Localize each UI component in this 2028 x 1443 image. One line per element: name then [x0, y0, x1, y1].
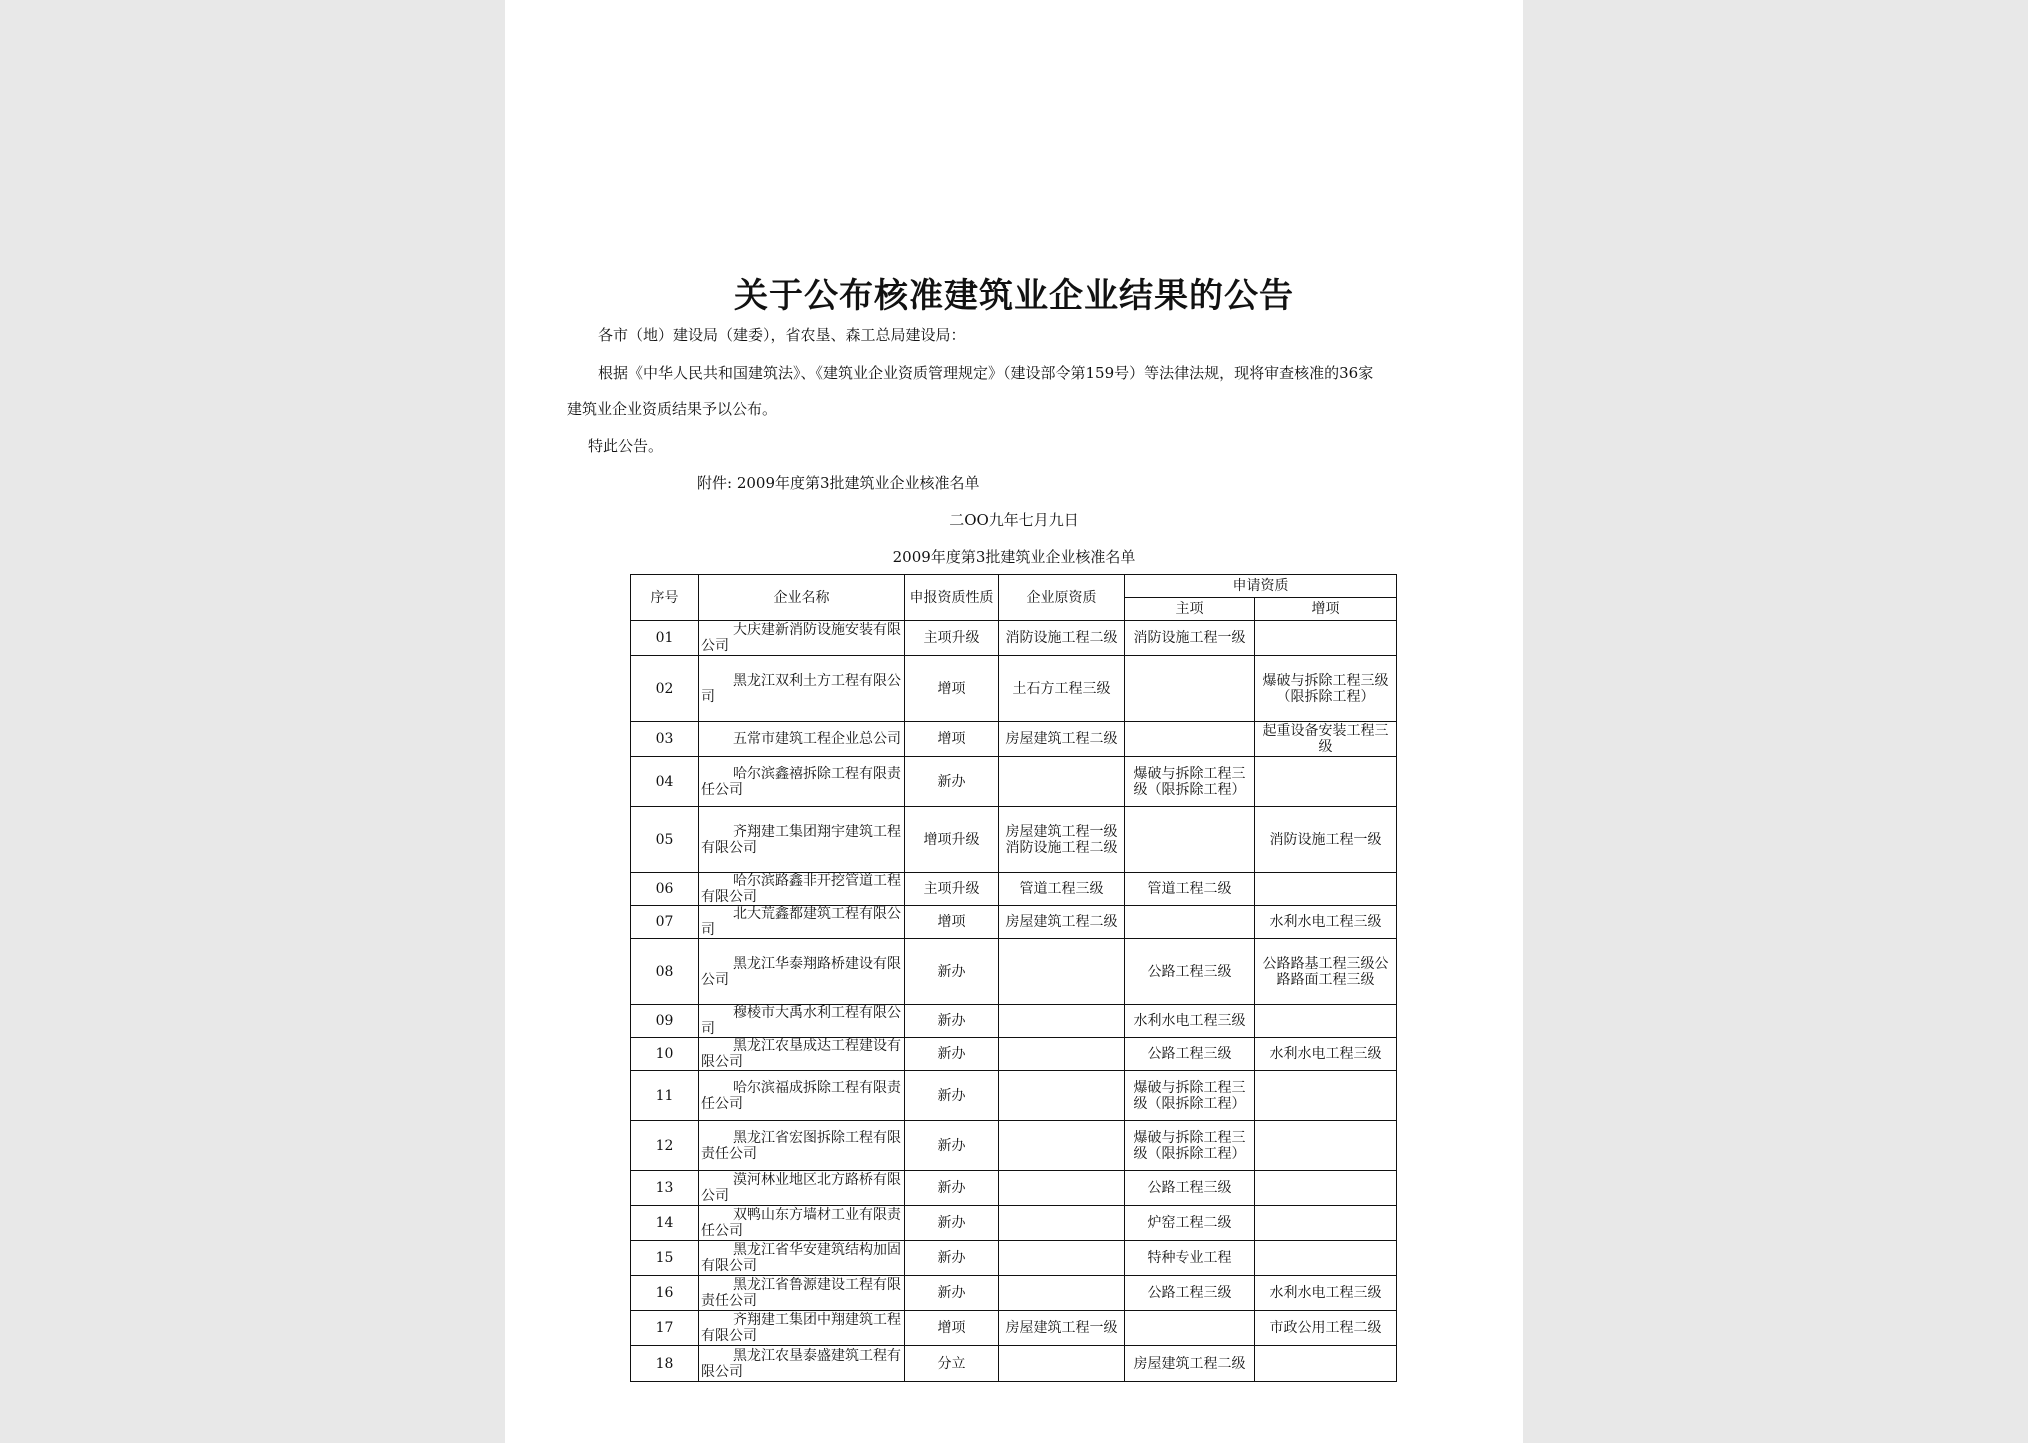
main-qualification: 爆破与拆除工程三级（限拆除工程） — [1125, 1121, 1255, 1171]
company-name: 黑龙江农垦泰盛建筑工程有限公司 — [699, 1346, 905, 1382]
original-qualification: 房屋建筑工程一级消防设施工程二级 — [999, 807, 1125, 873]
row-number: 03 — [631, 722, 699, 757]
row-number: 04 — [631, 757, 699, 807]
body-paragraph-1: 根据《中华人民共和国建筑法》、《建筑业企业资质管理规定》（建设部令第159号）等法律法规，现将审查核准的36家 — [598, 364, 1374, 382]
main-qualification: 公路工程三级 — [1125, 1276, 1255, 1311]
company-name: 齐翔建工集团翔宇建筑工程有限公司 — [699, 807, 905, 873]
additional-qualification — [1255, 621, 1397, 656]
original-qualification: 房屋建筑工程二级 — [999, 722, 1125, 757]
declared-nature: 主项升级 — [905, 621, 999, 656]
row-number: 15 — [631, 1241, 699, 1276]
additional-qualification: 爆破与拆除工程三级（限拆除工程） — [1255, 656, 1397, 722]
declared-nature: 增项升级 — [905, 807, 999, 873]
table-row — [631, 757, 1397, 807]
declared-nature: 新办 — [905, 1038, 999, 1071]
declared-nature: 新办 — [905, 1276, 999, 1311]
main-qualification: 爆破与拆除工程三级（限拆除工程） — [1125, 757, 1255, 807]
table-title: 2009年度第3批建筑业企业核准名单 — [892, 548, 1136, 566]
table-row — [631, 1206, 1397, 1241]
row-number: 17 — [631, 1311, 699, 1346]
declared-nature: 新办 — [905, 1171, 999, 1206]
salutation: 各市（地）建设局（建委），省农垦、森工总局建设局： — [598, 326, 966, 344]
table-row — [631, 656, 1397, 722]
table-row — [631, 807, 1397, 873]
table-row — [631, 1276, 1397, 1311]
company-name: 穆棱市大禹水利工程有限公司 — [699, 1005, 905, 1038]
additional-qualification: 水利水电工程三级 — [1255, 1276, 1397, 1311]
row-number: 05 — [631, 807, 699, 873]
row-number: 18 — [631, 1346, 699, 1382]
company-name: 哈尔滨鑫禧拆除工程有限责任公司 — [699, 757, 905, 807]
issue-date: 二OO九年七月九日 — [949, 511, 1079, 529]
declared-nature: 新办 — [905, 1005, 999, 1038]
company-name: 黑龙江省华安建筑结构加固有限公司 — [699, 1241, 905, 1276]
company-name: 黑龙江农垦成达工程建设有限公司 — [699, 1038, 905, 1071]
original-qualification — [999, 939, 1125, 1005]
additional-qualification: 公路路基工程三级公路路面工程三级 — [1255, 939, 1397, 1005]
declared-nature: 新办 — [905, 1121, 999, 1171]
original-qualification: 房屋建筑工程一级 — [999, 1311, 1125, 1346]
body-paragraph-2: 建筑业企业资质结果予以公布。 — [567, 400, 778, 418]
original-qualification — [999, 1005, 1125, 1038]
additional-qualification — [1255, 873, 1397, 906]
row-number: 02 — [631, 656, 699, 722]
company-name: 北大荒鑫都建筑工程有限公司 — [699, 906, 905, 939]
additional-qualification — [1255, 1241, 1397, 1276]
declared-nature: 新办 — [905, 939, 999, 1005]
main-qualification: 消防设施工程一级 — [1125, 621, 1255, 656]
declared-nature: 增项 — [905, 656, 999, 722]
main-qualification: 炉窑工程二级 — [1125, 1206, 1255, 1241]
row-number: 11 — [631, 1071, 699, 1121]
declared-nature: 新办 — [905, 1241, 999, 1276]
declared-nature: 主项升级 — [905, 873, 999, 906]
original-qualification: 土石方工程三级 — [999, 656, 1125, 722]
declared-nature: 新办 — [905, 1071, 999, 1121]
header-main: 主项 — [1125, 598, 1255, 621]
company-name: 漠河林业地区北方路桥有限公司 — [699, 1171, 905, 1206]
original-qualification — [999, 1241, 1125, 1276]
original-qualification: 房屋建筑工程二级 — [999, 906, 1125, 939]
company-name: 双鸭山东方墙材工业有限责任公司 — [699, 1206, 905, 1241]
table-row — [631, 939, 1397, 1005]
original-qualification: 消防设施工程二级 — [999, 621, 1125, 656]
approval-list-table — [630, 574, 1397, 1382]
main-qualification: 公路工程三级 — [1125, 1171, 1255, 1206]
company-name: 哈尔滨福成拆除工程有限责任公司 — [699, 1071, 905, 1121]
company-name: 大庆建新消防设施安装有限公司 — [699, 621, 905, 656]
company-name: 黑龙江省宏图拆除工程有限责任公司 — [699, 1121, 905, 1171]
original-qualification — [999, 1346, 1125, 1382]
main-qualification — [1125, 1311, 1255, 1346]
table-row — [631, 1071, 1397, 1121]
additional-qualification — [1255, 1346, 1397, 1382]
company-name: 五常市建筑工程企业总公司 — [699, 722, 905, 757]
table-row — [631, 1005, 1397, 1038]
header-apply: 申请资质 — [1125, 575, 1397, 598]
company-name: 黑龙江省鲁源建设工程有限责任公司 — [699, 1276, 905, 1311]
table-row — [631, 1038, 1397, 1071]
declared-nature: 新办 — [905, 1206, 999, 1241]
main-qualification: 公路工程三级 — [1125, 939, 1255, 1005]
main-qualification: 管道工程二级 — [1125, 873, 1255, 906]
row-number: 14 — [631, 1206, 699, 1241]
row-number: 06 — [631, 873, 699, 906]
additional-qualification — [1255, 1071, 1397, 1121]
row-number: 10 — [631, 1038, 699, 1071]
main-qualification: 公路工程三级 — [1125, 1038, 1255, 1071]
row-number: 12 — [631, 1121, 699, 1171]
header-no: 序号 — [631, 575, 699, 621]
original-qualification — [999, 1171, 1125, 1206]
additional-qualification — [1255, 1005, 1397, 1038]
additional-qualification: 市政公用工程二级 — [1255, 1311, 1397, 1346]
additional-qualification — [1255, 1206, 1397, 1241]
declared-nature: 新办 — [905, 757, 999, 807]
main-qualification — [1125, 722, 1255, 757]
declared-nature: 增项 — [905, 1311, 999, 1346]
original-qualification — [999, 757, 1125, 807]
header-nature: 申报资质性质 — [905, 575, 999, 621]
table-row — [631, 621, 1397, 656]
additional-qualification — [1255, 1121, 1397, 1171]
row-number: 07 — [631, 906, 699, 939]
header-add: 增项 — [1255, 598, 1397, 621]
table-row — [631, 1121, 1397, 1171]
company-name: 黑龙江华泰翔路桥建设有限公司 — [699, 939, 905, 1005]
table-row — [631, 1346, 1397, 1382]
declared-nature: 增项 — [905, 906, 999, 939]
main-qualification: 房屋建筑工程二级 — [1125, 1346, 1255, 1382]
declared-nature: 分立 — [905, 1346, 999, 1382]
company-name: 哈尔滨路鑫非开挖管道工程有限公司 — [699, 873, 905, 906]
original-qualification: 管道工程三级 — [999, 873, 1125, 906]
table-row — [631, 906, 1397, 939]
main-qualification: 水利水电工程三级 — [1125, 1005, 1255, 1038]
main-qualification: 爆破与拆除工程三级（限拆除工程） — [1125, 1071, 1255, 1121]
main-qualification: 特种专业工程 — [1125, 1241, 1255, 1276]
original-qualification — [999, 1276, 1125, 1311]
main-qualification — [1125, 656, 1255, 722]
row-number: 01 — [631, 621, 699, 656]
table-body — [631, 621, 1397, 1382]
original-qualification — [999, 1071, 1125, 1121]
declared-nature: 增项 — [905, 722, 999, 757]
row-number: 08 — [631, 939, 699, 1005]
additional-qualification: 起重设备安装工程三级 — [1255, 722, 1397, 757]
additional-qualification — [1255, 757, 1397, 807]
row-number: 09 — [631, 1005, 699, 1038]
table-row — [631, 1311, 1397, 1346]
main-qualification — [1125, 906, 1255, 939]
row-number: 16 — [631, 1276, 699, 1311]
original-qualification — [999, 1121, 1125, 1171]
main-qualification — [1125, 807, 1255, 873]
table-row — [631, 1241, 1397, 1276]
original-qualification — [999, 1206, 1125, 1241]
company-name: 黑龙江双利土方工程有限公司 — [699, 656, 905, 722]
company-name: 齐翔建工集团中翔建筑工程有限公司 — [699, 1311, 905, 1346]
row-number: 13 — [631, 1171, 699, 1206]
additional-qualification: 消防设施工程一级 — [1255, 807, 1397, 873]
table-row — [631, 1171, 1397, 1206]
table-row — [631, 722, 1397, 757]
document-page — [505, 0, 1523, 1443]
page-title: 关于公布核准建筑业企业结果的公告 — [734, 276, 1294, 316]
original-qualification — [999, 1038, 1125, 1071]
table-row — [631, 873, 1397, 906]
additional-qualification: 水利水电工程三级 — [1255, 906, 1397, 939]
attachment-note: 附件: 2009年度第3批建筑业企业核准名单 — [697, 474, 980, 492]
header-name: 企业名称 — [699, 575, 905, 621]
additional-qualification — [1255, 1171, 1397, 1206]
additional-qualification: 水利水电工程三级 — [1255, 1038, 1397, 1071]
closing-remark: 特此公告。 — [588, 437, 664, 455]
header-original: 企业原资质 — [999, 575, 1125, 621]
